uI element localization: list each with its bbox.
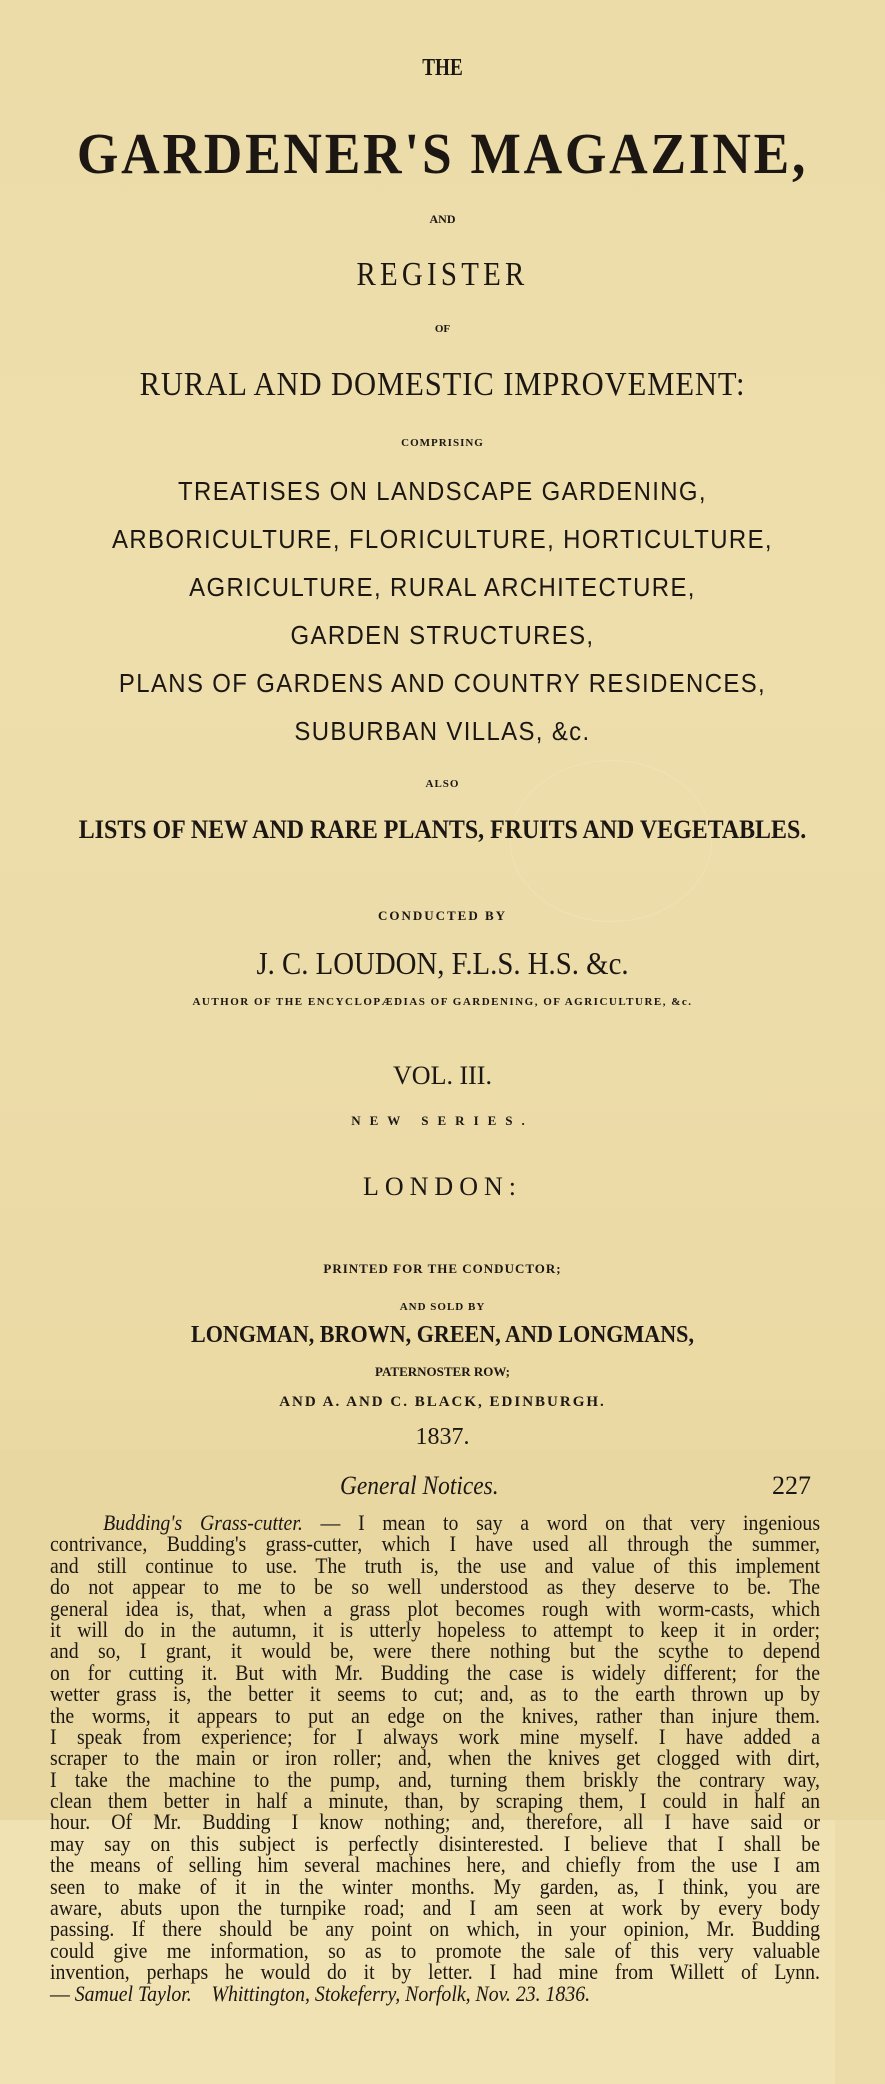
article-heading: Budding's Grass-cutter. [103, 1510, 303, 1535]
running-title: General Notices. [340, 1471, 499, 1500]
publisher-name: LONGMAN, BROWN, GREEN, AND LONGMANS, [191, 1322, 694, 1348]
article-line: it will do in the autumn, it is utterly hopeless to attempt to keep it in order; [50, 1616, 820, 1642]
topic-line: PLANS OF GARDENS AND COUNTRY RESIDENCES, [118, 668, 767, 698]
running-head [0, 1471, 885, 1505]
topic-line: TREATISES ON LANDSCAPE GARDENING, [178, 476, 707, 506]
publication-year: 1837. [415, 1424, 470, 1450]
also-label: ALSO [425, 778, 460, 790]
topic-line: AGRICULTURE, RURAL ARCHITECTURE, [189, 572, 696, 602]
title-connector-of: OF [434, 323, 451, 335]
article-page [0, 1450, 885, 2084]
article-line: the worms, it appears to put an edge on the knives, rather than injure them. [50, 1702, 820, 1728]
editor-credit: AUTHOR OF THE ENCYCLOPÆDIAS OF GARDENING, OF AGRICULTURE, &c. [192, 996, 693, 1008]
article-text: I mean to say a word on that very ingenious [358, 1510, 821, 1535]
article-line: contrivance, Budding's grass-cutter, which I have used all through the summer, [50, 1531, 820, 1557]
subtitle: RURAL AND DOMESTIC IMPROVEMENT: [139, 366, 746, 403]
imprint-city: LONDON: [363, 1172, 522, 1201]
article-line: aware, abuts upon the turnpike road; and I am seen at work by every body [50, 1895, 820, 1921]
article-line: could give me information, so as to promote the sale of this very valuable [50, 1937, 820, 1963]
series-label: NEW SERIES. [351, 1113, 534, 1128]
comprising-label: COMPRISING [401, 437, 484, 449]
volume-number: VOL. III. [393, 1061, 492, 1090]
article-line: passing. If there should be any point on which, in your opinion, Mr. Budding [50, 1916, 820, 1942]
signature-place-date: Whittington, Stokeferry, Norfolk, Nov. 23. 1836. [211, 1980, 591, 2006]
article-line: invention, perhaps he would do it by letter. I had mine from Willett of Lynn. [50, 1959, 820, 1985]
co-publisher: AND A. AND C. BLACK, EDINBURGH. [279, 1394, 606, 1410]
article-line: do not appear to me to be so well understood as they deserve to be. The [50, 1574, 820, 1600]
signature-author: Samuel Taylor. [74, 1980, 192, 2006]
heading-dash: — [302, 1510, 359, 1535]
article-line: on for cutting it. But with Mr. Budding the case is widely different; for the [50, 1659, 820, 1685]
topic-line: SUBURBAN VILLAS, &c. [294, 716, 591, 746]
article-body [50, 1512, 820, 2004]
title-article: THE [422, 55, 463, 81]
article-line: seen to make of it in the winter months. My garden, as, I think, you are [50, 1873, 820, 1899]
article-line: clean them better in half a minute, than, by scraping them, I could in half an [50, 1788, 820, 1814]
article-line: I speak from experience; for I always work mine myself. I have added a [50, 1723, 820, 1749]
title-connector-and: AND [429, 212, 456, 226]
editor-name: J. C. LOUDON, F.L.S. H.S. &c. [256, 945, 629, 981]
article-line [50, 1512, 820, 1533]
page-number: 227 [772, 1471, 811, 1500]
topic-line: GARDEN STRUCTURES, [290, 620, 595, 650]
lists-line: LISTS OF NEW AND RARE PLANTS, FRUITS AND VEGETABLES. [78, 815, 807, 844]
magazine-title: GARDENER'S MAGAZINE, [76, 121, 809, 186]
signature-dash: — [50, 1980, 75, 2006]
article-line: and still continue to use. The truth is, the use and value of this implement [50, 1552, 820, 1578]
article-line: may say on this subject is perfectly disinterested. I believe that I shall be [50, 1830, 820, 1856]
topic-line: ARBORICULTURE, FLORICULTURE, HORTICULTURE, [112, 524, 773, 554]
article-signature [50, 1980, 820, 2006]
printed-for: PRINTED FOR THE CONDUCTOR; [323, 1261, 562, 1276]
article-line: I take the machine to the pump, and, turning them briskly the contrary way, [50, 1766, 820, 1792]
sold-by-label: AND SOLD BY [399, 1301, 486, 1313]
article-line: hour. Of Mr. Budding I know nothing; and, therefore, all I have said or [50, 1809, 820, 1835]
article-line: scraper to the main or iron roller; and, when the knives get clogged with dirt, [50, 1745, 820, 1771]
article-line: and so, I grant, it would be, were there nothing but the scythe to depend [50, 1638, 820, 1664]
article-line: the means of selling him several machines here, and chiefly from the use I am [50, 1852, 820, 1878]
register-title: REGISTER [356, 256, 529, 293]
conducted-by-label: CONDUCTED BY [377, 908, 508, 923]
publisher-address: PATERNOSTER ROW; [375, 1364, 510, 1379]
article-line: wetter grass is, the better it seems to cut; and, as to the earth thrown up by [50, 1681, 820, 1707]
article-line: general idea is, that, when a grass plot becomes rough with worm-casts, which [50, 1595, 820, 1621]
